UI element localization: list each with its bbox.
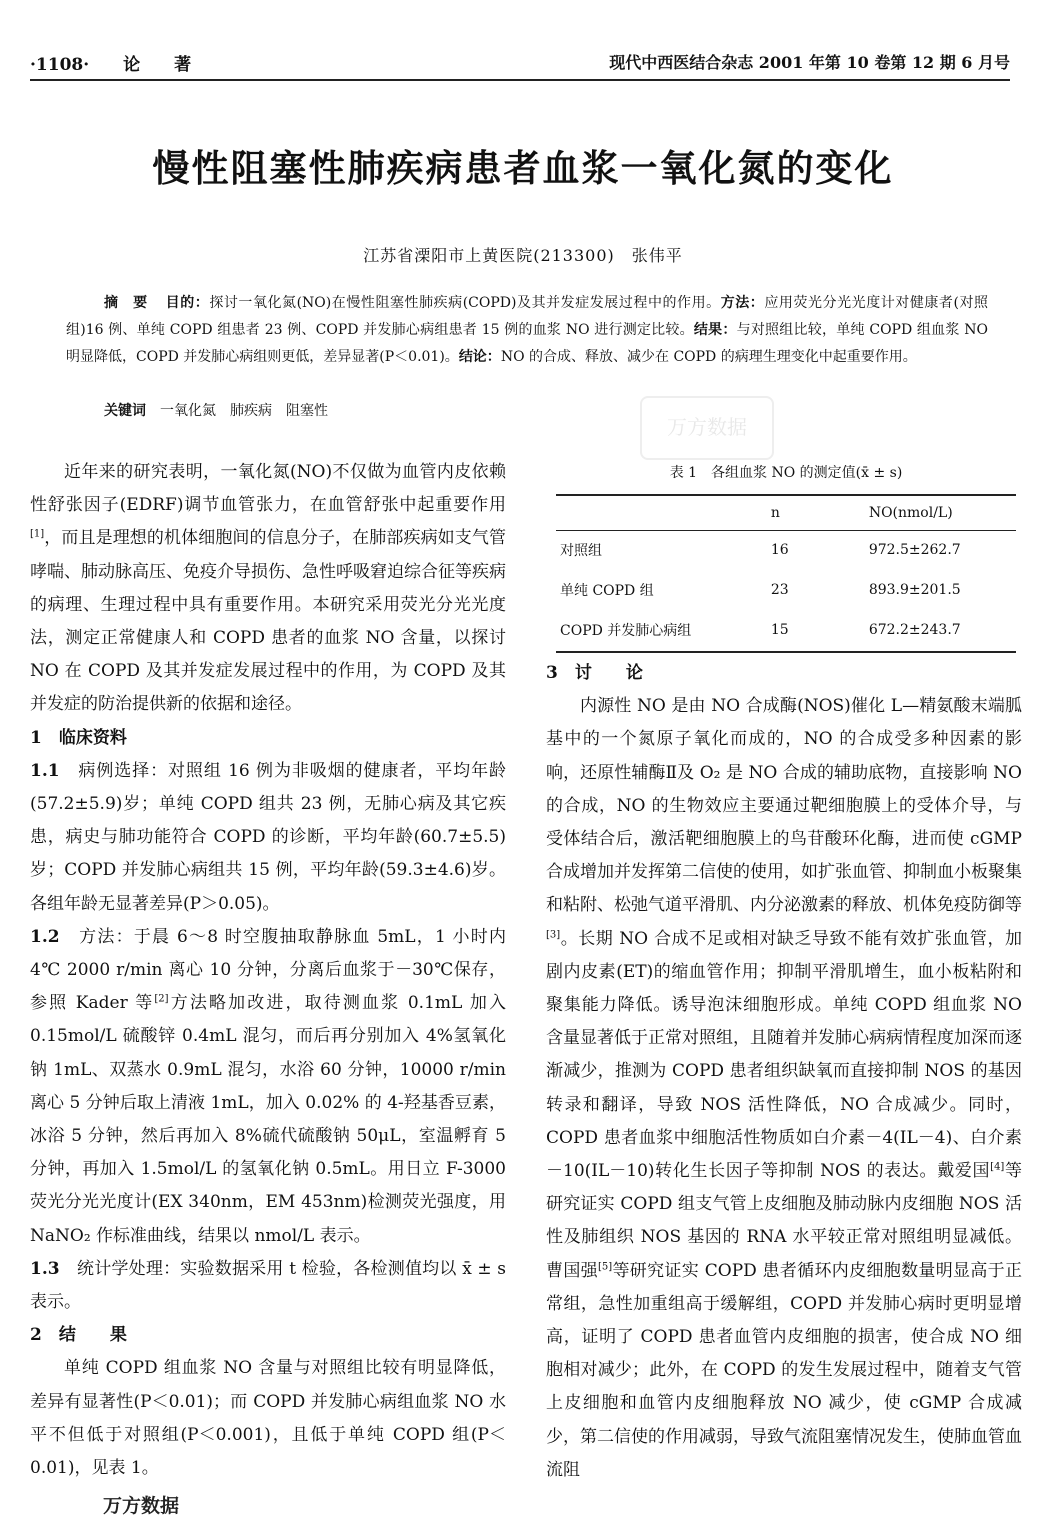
abstract xyxy=(66,290,988,371)
running-header xyxy=(30,50,1010,80)
aim-text: 探讨一氧化氮(NO)在慢性阻塞性肺疾病(COPD)及其并发症发展过程中的作用。 xyxy=(209,295,721,311)
ref-2: [2] xyxy=(154,993,169,1005)
table-cell: 893.9±201.5 xyxy=(868,582,961,598)
table-caption: 表 1 各组血浆 NO 的测定值(x̄ ± s) xyxy=(669,465,903,481)
intro-text-2: ，而且是理想的机体细胞间的信息分子，在肺部疾病如支气管哮喘、肺动脉高压、免疫介导损伤、急性呼吸窘迫综合征等疾病的病理、生理过程中具有重要作用。本研究采用荧光分光光度法，测定正常健康人和 COPD 患者的血浆 NO 含量，以探讨 NO 在 COPD 及其并发症发展过程中的作用，为 COPD 及其并发症的防治提供新的依据和途径。 xyxy=(30,528,506,715)
s11-label: 1.1 xyxy=(30,760,60,781)
left-column xyxy=(30,456,506,1485)
table-header-cell: n xyxy=(767,495,865,531)
discussion-paragraph xyxy=(546,690,1022,1487)
right-column xyxy=(546,657,1022,1487)
page-number: ·1108· xyxy=(30,55,90,75)
ref-4: [4] xyxy=(990,1161,1005,1173)
table-cell: 对照组 xyxy=(560,543,602,559)
conclusion-text: NO 的合成、释放、减少在 COPD 的病理生理变化中起重要作用。 xyxy=(500,349,917,365)
result-text: 与对照组比较，单纯 COPD 组血浆 NO 明显降低，COPD 并发肺心病组则更低，差异显著(P＜0.01)。 xyxy=(66,322,988,365)
section-2-heading: 2 结 果 xyxy=(30,1325,127,1346)
table-row xyxy=(556,611,1016,652)
intro-paragraph xyxy=(30,456,506,722)
aim-label: 目的： xyxy=(165,295,210,311)
table-cell: 672.2±243.7 xyxy=(865,611,1016,652)
disc-text-4: 等研究证实 COPD 患者循环内皮细胞数量明显高于正常组，急性加重组高于缓解组，COPD 并发肺心病时更明显增高，证明了 COPD 患者血管内皮细胞的损害，使合成 NO 细胞相对减少；此外，在 COPD 的发生发展过程中，随着支气管上皮细胞和血管内皮细胞释放 NO 减少，使 cGMP 合成减少，第二信使的作用减弱，导致气流阻塞情况发生，使肺血管血流阻 xyxy=(546,1260,1023,1480)
table-row xyxy=(556,531,1016,572)
faint-watermark: 万方数据 xyxy=(640,396,774,460)
s12-text-a: 方法：于晨 6～8 时空腹抽取静脉血 5mL，1 小时内 4℃ 2000 r/min 离心 10 分钟，分离后血浆于－30℃保存，参照 Kader 等 xyxy=(30,926,507,1014)
abstract-label: 摘 要 xyxy=(104,295,148,311)
disc-text-3: 等研究证实 COPD 组支气管上皮细胞及肺动脉内皮细胞 NOS 活性及肺组织 NOS 基因的 RNA 水平较正常对照组明显减低。曹国强 xyxy=(546,1161,1022,1281)
intro-text-1: 近年来的研究表明，一氧化氮(NO)不仅做为血管内皮依赖性舒张因子(EDRF)调节血管张力，在血管舒张中起重要作用 xyxy=(30,462,506,516)
table-cell: 16 xyxy=(770,542,789,558)
disc-text-2: 。长期 NO 合成不足或相对缺乏导致不能有效扩张血管，加剧内皮素(ET)的缩血管作用；抑制平滑肌增生，血小板粘附和聚集能力降低。诱导泡沫细胞形成。单纯 COPD 组血浆 NO 含量显著低于正常对照组，且随着并发肺心病病情程度加深而逐渐减少，推测为 COPD 患者组织缺氧而直接抑制 NOS 的基因转录和翻译，导致 NOS 活性降低，NO 合成减少。同时，COPD 患者血浆中细胞活性物质如白介素－4(IL－4)、白介素－10(IL－10)转化生长因子等抑制 NOS 的表达。戴爱国 xyxy=(546,928,1022,1182)
author-affiliation: 江苏省溧阳市上黄医院(213300) 张伟平 xyxy=(363,246,683,265)
section-label: 论 著 xyxy=(123,55,192,75)
journal-info: 现代中西医结合杂志 2001 年第 10 卷第 12 期 6 月号 xyxy=(609,53,1010,72)
s13-text: 统计学处理：实验数据采用 t 检验，各检测值均以 x̄ ± s 表示。 xyxy=(30,1258,507,1313)
s11-text: 病例选择：对照组 16 例为非吸烟的健康者，平均年龄(57.2±5.9)岁；单纯 COPD 组共 23 例，无肺心病及其它疾患，病史与肺功能符合 COPD 的诊断，平均年龄(60.7±5.5)岁；COPD 并发肺心病组共 15 例，平均年龄(59.3±4.6)岁。各组年龄无显著差异(P＞0.05)。 xyxy=(30,760,506,914)
table-cell: 15 xyxy=(767,611,865,652)
s12-text-b: 方法略加改进，取待测血浆 0.1mL 加入 0.15mol/L 硫酸锌 0.4mL 混匀，而后再分别加入 4%氢氧化钠 1mL、双蒸水 0.9mL 混匀，水浴 60 分钟，10000 r/min 离心 5 分钟后取上清液 1mL，加入 0.02% 的 4-羟基香豆素，冰浴 5 分钟，然后再加入 8%硫代硫酸钠 50μL，室温孵育 5 分钟，再加入 1.5mol/L 的氢氧化钠 0.5mL。用日立 F-3000 荧光分光光度计(EX 340nm，EM 453nm)检测荧光强度，用 NaNO₂ 作标准曲线，结果以 nmol/L 表示。 xyxy=(30,993,506,1246)
conclusion-label: 结论： xyxy=(458,349,501,365)
table-cell: 单纯 COPD 组 xyxy=(560,583,654,599)
section-3-heading: 3 讨 论 xyxy=(546,663,643,683)
keywords-label: 关键词 xyxy=(104,403,146,419)
section-1-heading: 1 临床资料 xyxy=(30,727,127,748)
result-label: 结果： xyxy=(693,322,737,338)
method-label: 方法： xyxy=(720,295,765,311)
keywords-terms: 一氧化氮 肺疾病 阻塞性 xyxy=(160,403,328,419)
table-row xyxy=(556,571,1016,611)
s13-label: 1.3 xyxy=(30,1258,60,1279)
s12-label: 1.2 xyxy=(30,926,60,947)
table-1 xyxy=(556,462,1016,653)
header-rule xyxy=(30,79,1010,81)
table-cell: 23 xyxy=(770,582,789,598)
method-text: 应用荧光分光光度计对健康者(对照组)16 例、单纯 COPD 组患者 23 例、COPD 并发肺心病组患者 15 例的血浆 NO 进行测定比较。 xyxy=(66,295,989,338)
table-cell: 972.5±262.7 xyxy=(868,542,961,558)
disc-text-1: 内源性 NO 是由 NO 合成酶(NOS)催化 L—精氨酸末端胍基中的一个氮原子氧化而成的，NO 的合成受多种因素的影响，还原性辅酶Ⅱ及 O₂ 是 NO 合成的辅助底物，直接影响 NO 的合成，NO 的生物效应主要通过靶细胞膜上的受体介导，与受体结合后，激活靶细胞膜上的鸟苷酸环化酶，进而使 cGMP 合成增加并发挥第二信使的使用，如扩张血管、抑制血小板聚集和粘附、松弛气道平滑肌、内分泌激素的释放、机体免疫防御等 xyxy=(546,696,1022,916)
results-paragraph: 单纯 COPD 组血浆 NO 含量与对照组比较有明显降低，差异有显著性(P＜0.01)；而 COPD 并发肺心病组血浆 NO 水平不但低于对照组(P＜0.001)，且低于单纯 COPD 组(P＜0.01)，见表 1。 xyxy=(30,1358,506,1479)
article-title: 慢性阻塞性肺疾病患者血浆一氧化氮的变化 xyxy=(152,146,894,190)
table-header-cell xyxy=(556,495,767,531)
keywords xyxy=(104,400,328,420)
subsection-1-3 xyxy=(30,1253,506,1319)
ref-3: [3] xyxy=(546,928,561,940)
data-table xyxy=(556,494,1016,653)
table-header-row xyxy=(556,495,1016,531)
watermark: 万方数据 xyxy=(103,1495,180,1517)
table-cell: COPD 并发肺心病组 xyxy=(556,611,767,652)
subsection-1-2 xyxy=(30,921,506,1253)
subsection-1-1 xyxy=(30,755,506,921)
table-header-cell: NO(nmol/L) xyxy=(865,495,1016,531)
ref-1: [1] xyxy=(30,528,45,540)
header-left xyxy=(30,50,219,75)
ref-5: [5] xyxy=(597,1261,613,1272)
